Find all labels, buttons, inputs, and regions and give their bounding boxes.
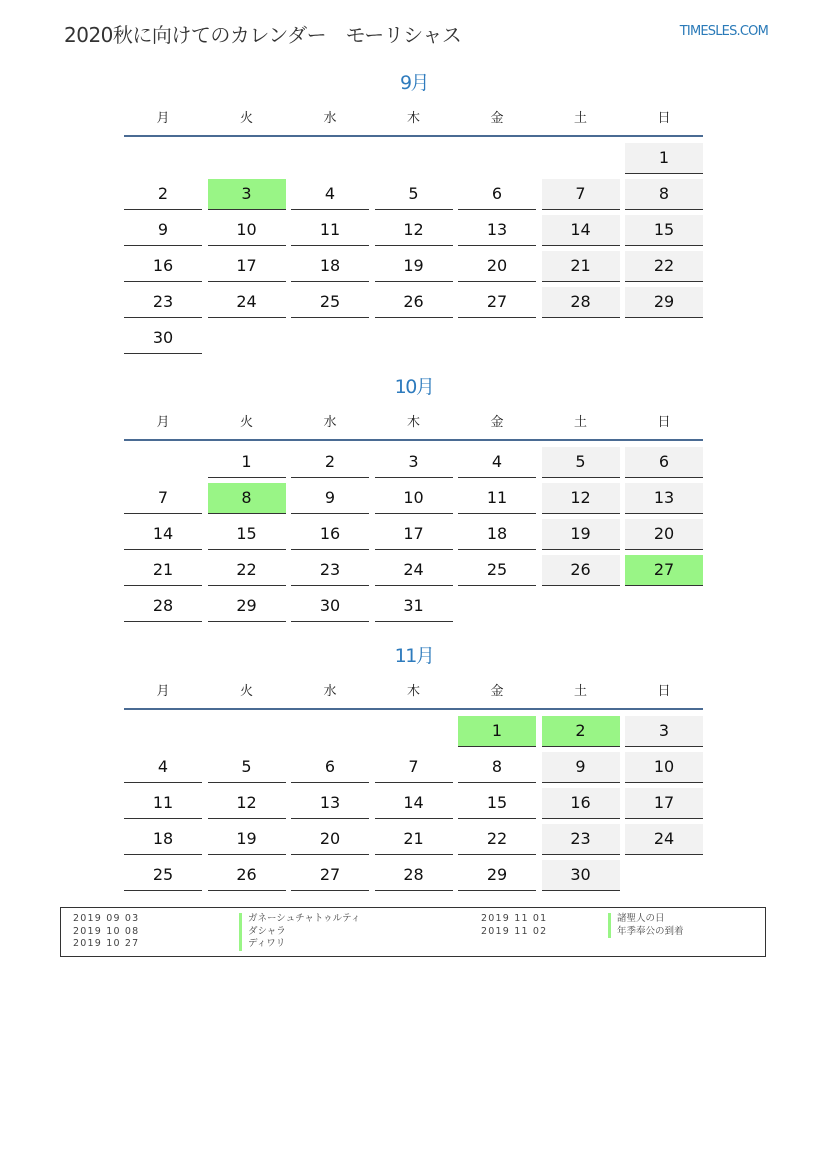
day-cell[interactable]: 1 <box>625 143 703 174</box>
day-cell[interactable]: 4 <box>458 447 536 478</box>
holiday-day-cell[interactable]: 1 <box>458 716 536 747</box>
day-cell[interactable]: 16 <box>542 788 620 819</box>
day-cell[interactable]: 9 <box>124 215 202 246</box>
weekday-mon: 月 <box>156 683 170 699</box>
weekday-mon: 月 <box>156 110 170 126</box>
day-cell[interactable]: 3 <box>625 716 703 747</box>
legend-date: 2019 09 03 <box>73 913 140 924</box>
legend-holiday-name: 年季奉公の到着 <box>608 926 684 939</box>
legend-holiday-name: 諸聖人の日 <box>608 913 684 926</box>
brand-logo-text[interactable]: TIMESLES.COM <box>679 24 768 39</box>
empty-cell <box>124 445 202 481</box>
day-cell[interactable]: 15 <box>458 788 536 819</box>
day-cell[interactable]: 4 <box>124 752 202 783</box>
day-cell[interactable]: 25 <box>291 287 369 318</box>
weekday-wed: 水 <box>323 110 337 126</box>
weekday-fri: 金 <box>490 683 504 699</box>
day-cell[interactable]: 26 <box>375 287 453 318</box>
month-november <box>124 641 704 894</box>
day-cell[interactable]: 11 <box>124 788 202 819</box>
day-cell[interactable]: 18 <box>124 824 202 855</box>
day-cell[interactable]: 20 <box>291 824 369 855</box>
day-cell[interactable]: 26 <box>208 860 286 891</box>
legend-date: 2019 11 01 <box>481 913 548 924</box>
day-cell[interactable]: 15 <box>208 519 286 550</box>
empty-cell <box>208 141 286 177</box>
day-cell[interactable]: 14 <box>542 215 620 246</box>
day-cell[interactable]: 26 <box>542 555 620 586</box>
header-divider <box>124 439 703 441</box>
weekday-wed: 水 <box>323 683 337 699</box>
legend-names-left <box>239 913 360 951</box>
weekday-header <box>124 674 704 704</box>
weekday-sat: 土 <box>573 110 587 126</box>
day-cell[interactable]: 20 <box>625 519 703 550</box>
day-cell[interactable]: 21 <box>542 251 620 282</box>
day-cell[interactable]: 19 <box>542 519 620 550</box>
legend-holiday-name: ガネーシュチャトゥルティ <box>239 913 360 926</box>
weekday-tue: 火 <box>239 683 253 699</box>
day-cell[interactable]: 16 <box>291 519 369 550</box>
empty-cell <box>291 714 369 750</box>
day-cell[interactable]: 6 <box>625 447 703 478</box>
weekday-fri: 金 <box>490 414 504 430</box>
day-cell[interactable]: 19 <box>375 251 453 282</box>
day-cell[interactable]: 28 <box>124 591 202 622</box>
empty-cell <box>458 141 536 177</box>
day-cell[interactable]: 12 <box>375 215 453 246</box>
weekday-mon: 月 <box>156 414 170 430</box>
day-cell[interactable]: 28 <box>542 287 620 318</box>
day-cell[interactable]: 27 <box>458 287 536 318</box>
legend-date: 2019 10 08 <box>73 925 140 937</box>
weekday-header <box>124 101 704 131</box>
day-cell[interactable]: 19 <box>208 824 286 855</box>
day-cell[interactable]: 5 <box>208 752 286 783</box>
day-cell[interactable]: 1 <box>208 447 286 478</box>
day-grid <box>124 141 704 357</box>
empty-cell <box>291 141 369 177</box>
day-cell[interactable]: 4 <box>291 179 369 210</box>
day-cell[interactable]: 22 <box>208 555 286 586</box>
day-cell[interactable]: 7 <box>375 752 453 783</box>
day-cell[interactable]: 12 <box>208 788 286 819</box>
empty-cell <box>124 714 202 750</box>
day-cell[interactable]: 24 <box>375 555 453 586</box>
empty-cell <box>208 714 286 750</box>
empty-cell <box>124 141 202 177</box>
day-cell[interactable]: 27 <box>291 860 369 891</box>
day-cell[interactable]: 22 <box>458 824 536 855</box>
holiday-day-cell[interactable]: 3 <box>208 179 286 210</box>
holiday-day-cell[interactable]: 8 <box>208 483 286 514</box>
day-cell[interactable]: 17 <box>375 519 453 550</box>
day-cell[interactable]: 10 <box>375 483 453 514</box>
day-cell[interactable]: 11 <box>291 215 369 246</box>
legend-dates-right <box>481 913 547 938</box>
legend-holiday-name: ディワリ <box>239 938 360 951</box>
day-cell[interactable]: 24 <box>625 824 703 855</box>
weekday-sun: 日 <box>657 683 671 699</box>
day-cell[interactable]: 25 <box>124 860 202 891</box>
legend-date: 2019 10 27 <box>73 938 140 949</box>
day-cell[interactable]: 23 <box>124 287 202 318</box>
day-cell[interactable]: 13 <box>291 788 369 819</box>
day-cell[interactable]: 14 <box>375 788 453 819</box>
month-october <box>124 372 704 625</box>
weekday-tue: 火 <box>239 414 253 430</box>
day-cell[interactable]: 6 <box>458 179 536 210</box>
month-september <box>124 68 704 357</box>
header-divider <box>124 708 703 710</box>
day-cell[interactable]: 8 <box>625 179 703 210</box>
weekday-header <box>124 405 704 435</box>
day-cell[interactable]: 16 <box>124 251 202 282</box>
empty-cell <box>542 141 620 177</box>
holiday-day-cell[interactable]: 2 <box>542 716 620 747</box>
day-cell[interactable]: 9 <box>291 483 369 514</box>
day-cell[interactable]: 21 <box>375 824 453 855</box>
day-grid <box>124 714 704 894</box>
day-cell[interactable]: 22 <box>625 251 703 282</box>
day-cell[interactable]: 21 <box>124 555 202 586</box>
day-cell[interactable]: 25 <box>458 555 536 586</box>
day-cell[interactable]: 5 <box>375 179 453 210</box>
day-cell[interactable]: 29 <box>625 287 703 318</box>
day-cell[interactable]: 10 <box>208 215 286 246</box>
day-cell[interactable]: 30 <box>542 860 620 891</box>
weekday-thu: 木 <box>406 414 420 430</box>
weekday-sun: 日 <box>657 110 671 126</box>
holiday-legend <box>60 907 766 957</box>
day-cell[interactable]: 23 <box>542 824 620 855</box>
day-cell[interactable]: 3 <box>375 447 453 478</box>
day-cell[interactable]: 11 <box>458 483 536 514</box>
day-cell[interactable]: 31 <box>375 591 453 622</box>
day-cell[interactable]: 2 <box>124 179 202 210</box>
page-title: 2020秋に向けてのカレンダー モーリシャス <box>64 23 462 47</box>
day-cell[interactable]: 17 <box>208 251 286 282</box>
weekday-sat: 土 <box>573 414 587 430</box>
weekday-fri: 金 <box>490 110 504 126</box>
day-cell[interactable]: 18 <box>291 251 369 282</box>
day-cell[interactable]: 14 <box>124 519 202 550</box>
day-cell[interactable]: 30 <box>124 323 202 354</box>
day-cell[interactable]: 17 <box>625 788 703 819</box>
legend-names-right <box>608 913 684 938</box>
day-cell[interactable]: 29 <box>458 860 536 891</box>
day-cell[interactable]: 8 <box>458 752 536 783</box>
day-cell[interactable]: 20 <box>458 251 536 282</box>
day-cell[interactable]: 24 <box>208 287 286 318</box>
month-title: 10月 <box>394 376 434 398</box>
day-cell[interactable]: 5 <box>542 447 620 478</box>
day-cell[interactable]: 6 <box>291 752 369 783</box>
day-cell[interactable]: 10 <box>625 752 703 783</box>
holiday-day-cell[interactable]: 27 <box>625 555 703 586</box>
empty-cell <box>375 714 453 750</box>
weekday-sun: 日 <box>657 414 671 430</box>
header-divider <box>124 135 703 137</box>
legend-date: 2019 11 02 <box>481 925 548 937</box>
legend-holiday-name: ダシャラ <box>239 926 360 939</box>
day-cell[interactable]: 18 <box>458 519 536 550</box>
day-cell[interactable]: 13 <box>458 215 536 246</box>
day-cell[interactable]: 2 <box>291 447 369 478</box>
month-title: 11月 <box>394 645 434 667</box>
day-cell[interactable]: 7 <box>124 483 202 514</box>
legend-dates-left <box>73 913 139 951</box>
weekday-tue: 火 <box>239 110 253 126</box>
day-cell[interactable]: 9 <box>542 752 620 783</box>
weekday-wed: 水 <box>323 414 337 430</box>
weekday-sat: 土 <box>573 683 587 699</box>
day-cell[interactable]: 28 <box>375 860 453 891</box>
month-title: 9月 <box>399 72 429 94</box>
empty-cell <box>375 141 453 177</box>
day-cell[interactable]: 30 <box>291 591 369 622</box>
day-cell[interactable]: 7 <box>542 179 620 210</box>
day-cell[interactable]: 29 <box>208 591 286 622</box>
day-grid <box>124 445 704 625</box>
day-cell[interactable]: 12 <box>542 483 620 514</box>
day-cell[interactable]: 13 <box>625 483 703 514</box>
weekday-thu: 木 <box>406 110 420 126</box>
day-cell[interactable]: 23 <box>291 555 369 586</box>
weekday-thu: 木 <box>406 683 420 699</box>
day-cell[interactable]: 15 <box>625 215 703 246</box>
